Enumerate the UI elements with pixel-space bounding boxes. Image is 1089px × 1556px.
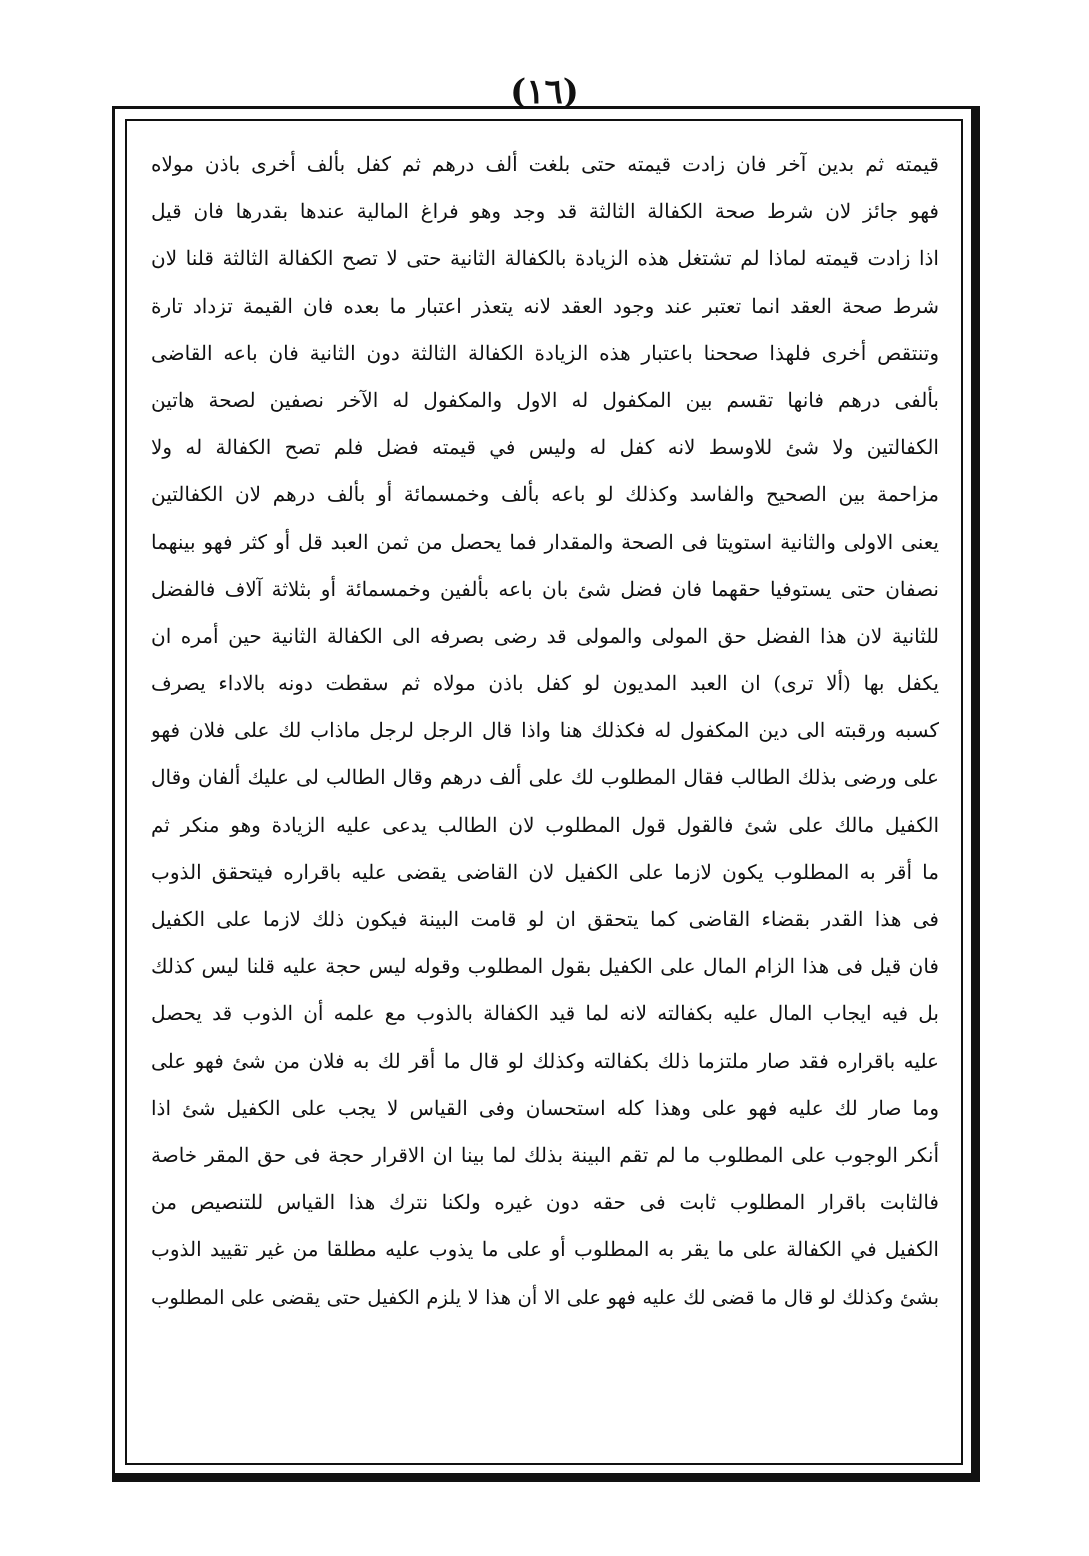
text-line: الكفالتين ولا شئ للاوسط لانه كفل له وليس في قيمته فضل فلم تصح الكفالة له ولا (151, 435, 939, 460)
text-line: فى هذا القدر بقضاء القاضى كما يتحقق ان لو قامت البينة فيكون ذلك لازما على الكفيل (151, 907, 939, 931)
text-line: الكفيل مالك على شئ فالقول قول المطلوب لان الطالب يدعى عليه الزيادة وهو منكر ثم (151, 812, 939, 837)
text-line: للثانية لان هذا الفضل حق المولى والمولى قد رضى بصرفه الى الكفالة الثانية حين أمره ان (151, 623, 939, 648)
text-line: بشئ وكذلك لو قال ما قضى لك عليه فهو على الا أن هذا لا يلزم الكفيل حتى يقضى على المطلوب (151, 1285, 939, 1309)
text-line: مزاحمة بين الصحيح والفاسد وكذلك لو باعه بألف وخمسمائة أو بألف درهم لان الكفالتين (151, 482, 939, 507)
text-line: وتنتقص أخرى فلهذا صححنا باعتبار هذه الزيادة الكفالة الثالثة دون الثانية فان باعه القاضى (151, 340, 939, 365)
text-line: شرط صحة العقد انما تعتبر عند وجود العقد لانه يتعذر اعتبار ما بعده فان القيمة تزداد تارة (151, 293, 939, 318)
page-frame (112, 106, 980, 1482)
body-text (151, 141, 939, 1321)
text-line: اذا زادت قيمته لماذا لم تشتغل هذه الزيادة بالكفالة الثانية حتى لا تصح الكفالة الثالثة قلنا لان (151, 246, 939, 271)
text-line: ما أقر به المطلوب يكون لازما على الكفيل لان القاضى يقضى عليه باقراره فيتحقق الذوب (151, 859, 939, 884)
text-line: يعنى الاولى والثانية استويتا فى الصحة والمقدار فما يحصل من ثمن العبد قل أو كثر فهو بينهما (151, 529, 939, 554)
text-line: عليه باقراره فقد صار ملتزما ذلك بكفالته وكذلك لو قال ما أقر لك به فلان من شئ فهو على (151, 1048, 939, 1073)
inner-frame (125, 119, 963, 1465)
text-line: وما صار لك عليه فهو على وهذا كله استحسان وفى القياس لا يجب على الكفيل شئ اذا (151, 1095, 939, 1120)
text-line: الكفيل في الكفالة على ما يقر به المطلوب أو على ما يذوب عليه مطلقا من غير تقييد الذوب (151, 1237, 939, 1262)
text-line: قيمته ثم بدين آخر فان زادت قيمته حتى بلغت ألف درهم ثم كفل بألف أخرى باذن مولاه (151, 152, 939, 176)
text-line: بل فيه ايجاب المال عليه بكفالته لانه لما قيد الكفالة بالذوب مع علمه أن الذوب قد يحصل (151, 1001, 939, 1026)
text-line: نصفان حتى يستوفيا حقهما فان فضل شئ بان باعه بألفين وخمسمائة أو بثلاثة آلاف فالفضل (151, 576, 939, 601)
text-line: أنكر الوجوب على المطلوب ما لم تقم البينة بذلك لما بينا ان الاقرار حجة فى حق المقر خاصة (151, 1142, 939, 1167)
text-line: فالثابت باقرار المطلوب ثابت فى حقه دون غيره ولكنا نترك هذا القياس للتنصيص من (151, 1190, 939, 1215)
page-number: (١٦) (510, 72, 579, 112)
text-line: يكفل بها (ألا ترى) ان العبد المديون لو كفل باذن مولاه ثم سقطت دونه بالاداء يصرف (151, 671, 939, 696)
text-line: فان قيل فى هذا الزام المال على الكفيل بقول المطلوب وقوله ليس حجة عليه قلنا ليس كذلك (151, 954, 939, 979)
text-line: كسبه ورقبته الى دين المكفول له فكذلك هنا واذا قال الرجل لرجل ماذاب لك على فلان فهو (151, 718, 939, 743)
text-line: على ورضى بذلك الطالب فقال المطلوب لك على ألف درهم وقال الطالب لى عليك ألفان وقال (151, 765, 939, 790)
text-line: فهو جائز لان شرط صحة الكفالة الثالثة قد وجد وهو فراغ المالية عندها بقدرها فان قيل (151, 199, 939, 224)
text-line: بألفى درهم فانها تقسم بين المكفول له الاول والمكفول له الآخر نصفين لصحة هاتين (151, 387, 939, 412)
